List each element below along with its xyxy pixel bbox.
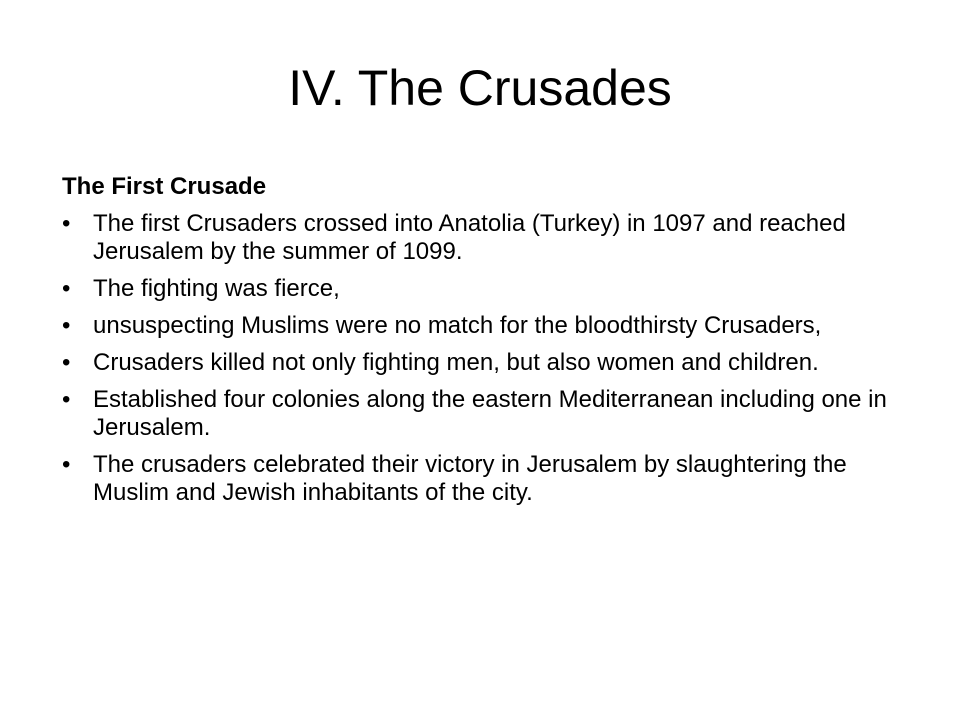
bullet-list: [62, 210, 902, 507]
bullet-item: [62, 386, 902, 442]
bullet-icon: •: [62, 386, 71, 413]
slide-body: [62, 172, 902, 516]
bullet-item: [62, 451, 902, 507]
bullet-icon: •: [62, 275, 71, 302]
bullet-text: unsuspecting Muslims were no match for the bloodthirsty Crusaders,: [93, 312, 822, 339]
bullet-text: The first Crusaders crossed into Anatolia (Turkey) in 1097 and reached Jerusalem by the summer of 1099.: [93, 210, 846, 265]
slide-title: IV. The Crusades: [288, 60, 672, 116]
bullet-text: Established four colonies along the eastern Mediterranean including one in Jerusalem.: [93, 386, 887, 441]
bullet-item: [62, 275, 902, 303]
bullet-icon: •: [62, 312, 71, 339]
bullet-text: The crusaders celebrated their victory in Jerusalem by slaughtering the Muslim and Jewish inhabitants of the city.: [93, 451, 847, 506]
bullet-item: [62, 312, 902, 340]
bullet-text: Crusaders killed not only fighting men, but also women and children.: [93, 349, 819, 376]
section-subheading: The First Crusade: [62, 173, 267, 200]
bullet-icon: •: [62, 349, 71, 376]
bullet-text: The fighting was fierce,: [93, 275, 340, 302]
bullet-item: [62, 349, 902, 377]
bullet-icon: •: [62, 210, 71, 237]
bullet-item: [62, 210, 902, 266]
bullet-icon: •: [62, 451, 71, 478]
